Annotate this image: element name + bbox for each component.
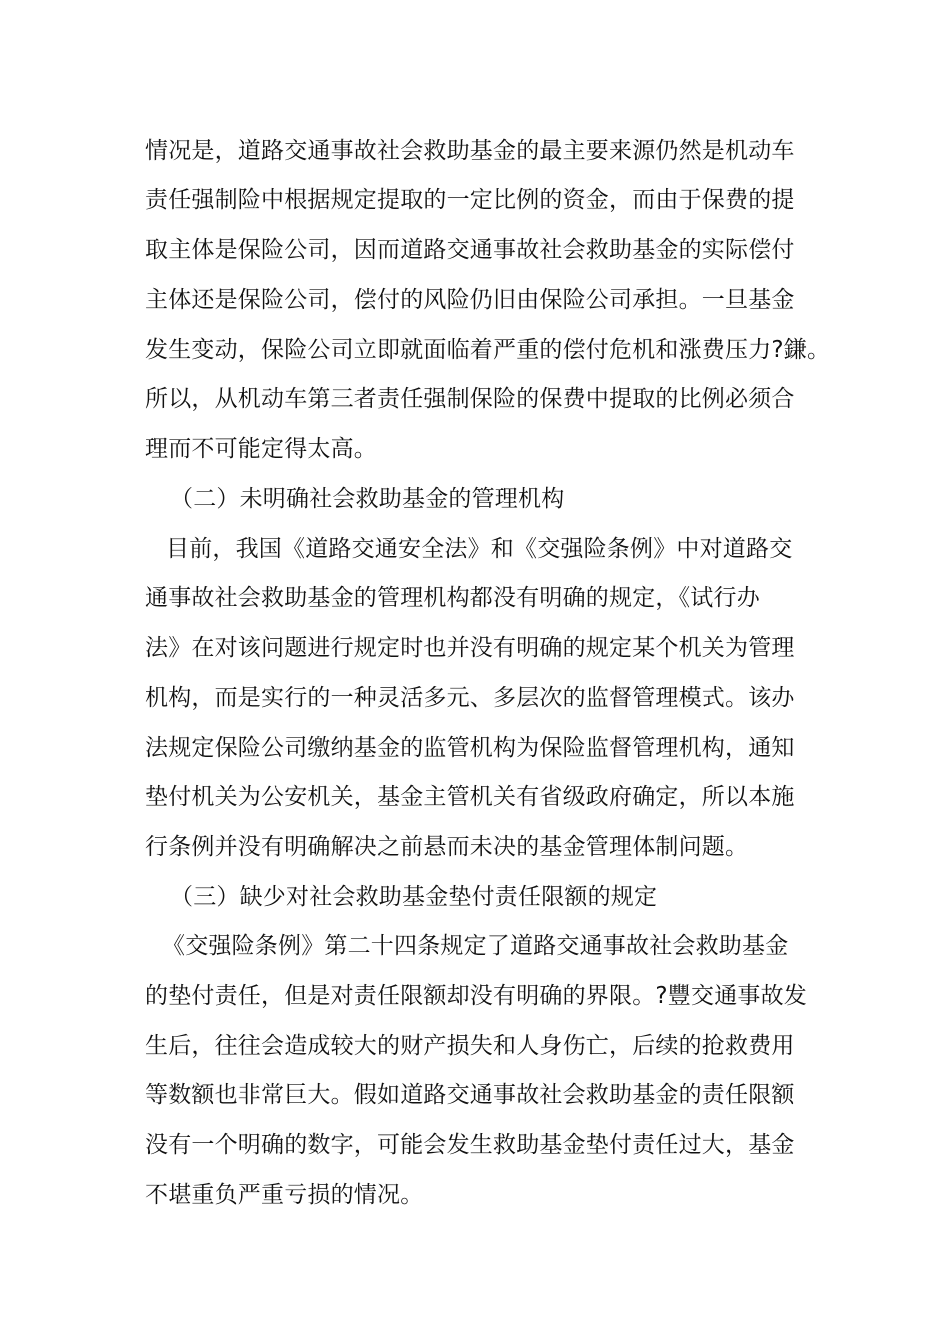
- text-line: 取主体是保险公司，因而道路交通事故社会救助基金的实际偿付: [145, 237, 795, 263]
- text-line: 法》在对该问题进行规定时也并没有明确的规定某个机关为管理: [145, 635, 795, 661]
- text-line: 主体还是保险公司，偿付的风险仍旧由保险公司承担。一旦基金: [145, 287, 795, 313]
- text-line: 理而不可能定得太高。: [145, 436, 377, 462]
- text-line: 法规定保险公司缴纳基金的监管机构为保险监督管理机构，通知: [145, 735, 795, 761]
- text-line: 发生变动，保险公司立即就面临着严重的偿付危机和涨费压力?鎌。: [145, 337, 831, 363]
- text-line: 等数额也非常巨大。假如道路交通事故社会救助基金的责任限额: [145, 1082, 795, 1108]
- text-line: 责任强制险中根据规定提取的一定比例的资金，而由于保费的提: [145, 187, 795, 213]
- text-line: 机构，而是实行的一种灵活多元、多层次的监督管理模式。该办: [145, 685, 795, 711]
- text-line: 生后，往往会造成较大的财产损失和人身伤亡，后续的抢救费用: [145, 1033, 795, 1059]
- text-line: 没有一个明确的数字，可能会发生救助基金垫付责任过大，基金: [145, 1132, 795, 1158]
- text-line: 不堪重负严重亏损的情况。: [145, 1182, 424, 1208]
- text-line: 通事故社会救助基金的管理机构都没有明确的规定，《试行办: [145, 585, 760, 611]
- text-line: 《交强险条例》第二十四条规定了道路交通事故社会救助基金: [162, 933, 789, 959]
- section-heading-2: （二）未明确社会救助基金的管理机构: [170, 486, 565, 512]
- text-line: 所以，从机动车第三者责任强制保险的保费中提取的比例必须合: [145, 386, 795, 412]
- text-line: 行条例并没有明确解决之前悬而未决的基金管理体制问题。: [145, 834, 749, 860]
- text-line: 情况是，道路交通事故社会救助基金的最主要来源仍然是机动车: [145, 138, 795, 164]
- text-line: 目前，我国《道路交通安全法》和《交强险条例》中对道路交: [166, 536, 793, 562]
- text-line: 垫付机关为公安机关，基金主管机关有省级政府确定，所以本施: [145, 784, 795, 810]
- text-line: 的垫付责任，但是对责任限额却没有明确的界限。?豐交通事故发: [145, 983, 808, 1009]
- section-heading-3: （三）缺少对社会救助基金垫付责任限额的规定: [170, 884, 658, 910]
